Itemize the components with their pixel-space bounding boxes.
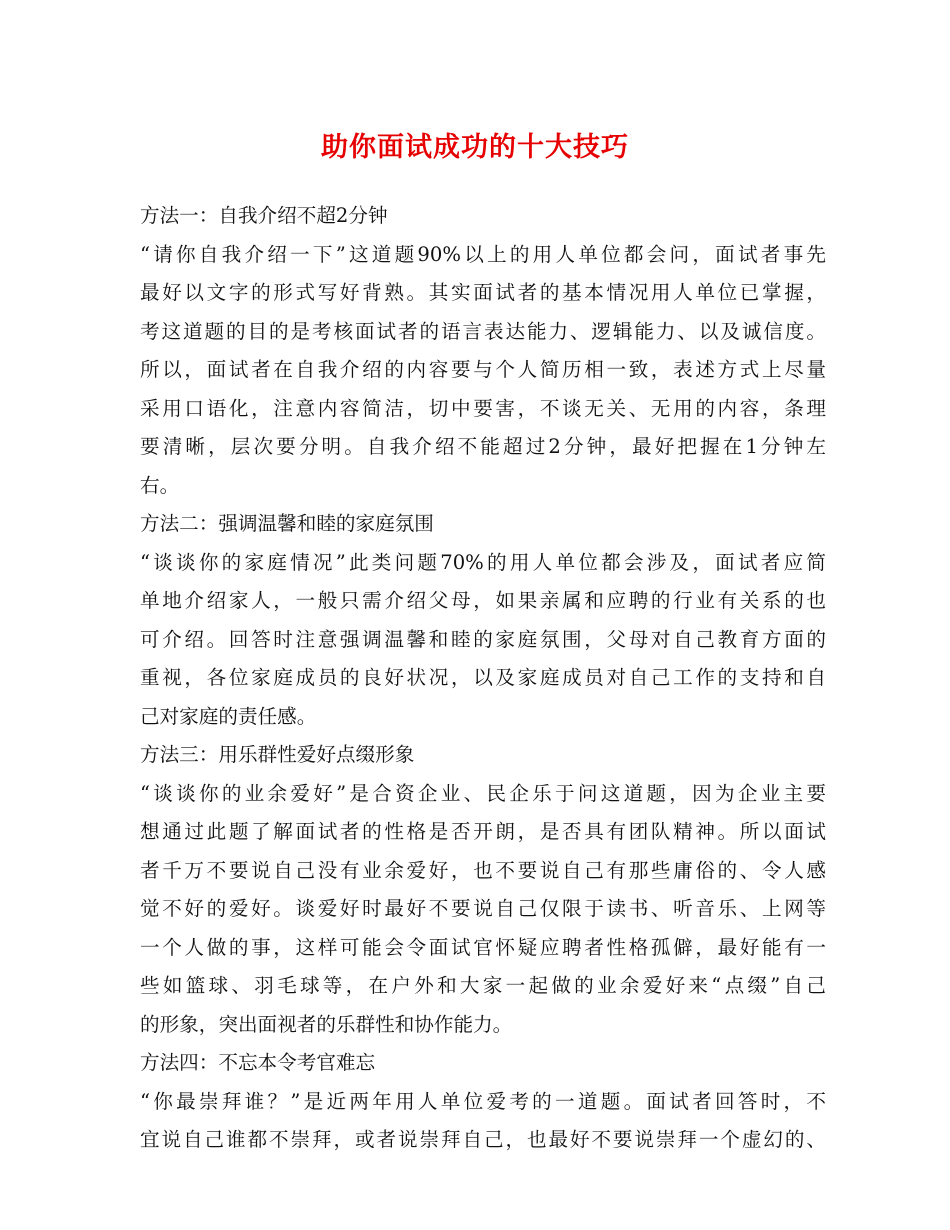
text-line: “你最崇拜谁？”是近两年用人单位爱考的一道题。面试者回答时，不 — [140, 1089, 826, 1113]
text-line: 所以，面试者在自我介绍的内容要与个人简历相一致，表述方式上尽量 — [140, 358, 826, 381]
text-line: 右。 — [140, 473, 180, 497]
text-line: 想通过此题了解面试者的性格是否开朗，是否具有团队精神。所以面试 — [140, 820, 826, 843]
text-line: 些如篮球、羽毛球等，在户外和大家一起做的业余爱好来“点缀”自己 — [140, 974, 826, 997]
text-line: 方法三：用乐群性爱好点缀形象 — [140, 743, 415, 766]
text-line: “谈谈你的家庭情况”此类问题70%的用人单位都会涉及，面试者应简 — [140, 550, 826, 574]
text-line: 觉不好的爱好。谈爱好时最好不要说自己仅限于读书、听音乐、上网等 — [140, 897, 826, 920]
text-line: 最好以文字的形式写好背熟。其实面试者的基本情况用人单位已掌握， — [140, 281, 826, 304]
text-line: 要清晰，层次要分明。自我介绍不能超过2分钟，最好把握在1分钟左 — [140, 435, 826, 458]
text-line: 的形象，突出面视者的乐群性和协作能力。 — [140, 1012, 513, 1036]
text-line: 一个人做的事，这样可能会令面试官怀疑应聘者性格孤僻，最好能有一 — [140, 935, 826, 959]
document-body — [140, 197, 826, 1160]
text-line: 方法四：不忘本令考官难忘 — [140, 1051, 376, 1074]
text-line: “谈谈你的业余爱好”是合资企业、民企乐于问这道题，因为企业主要 — [140, 781, 826, 805]
text-line: 单地介绍家人，一般只需介绍父母，如果亲属和应聘的行业有关系的也 — [140, 589, 826, 612]
text-line: 方法二：强调温馨和睦的家庭氛围 — [140, 512, 434, 535]
text-line: 方法一：自我介绍不超2分钟 — [140, 204, 388, 227]
page-title: 助你面试成功的十大技巧 — [321, 132, 629, 163]
text-line: 采用口语化，注意内容简洁，切中要害，不谈无关、无用的内容，条理 — [140, 396, 826, 420]
text-line: 宜说自己谁都不崇拜，或者说崇拜自己，也最好不要说崇拜一个虚幻的、 — [140, 1128, 826, 1151]
text-line: 者千万不要说自己没有业余爱好，也不要说自己有那些庸俗的、令人感 — [140, 858, 826, 882]
text-line: “请你自我介绍一下”这道题90%以上的用人单位都会问，面试者事先 — [140, 242, 826, 266]
text-line: 可介绍。回答时注意强调温馨和睦的家庭氛围，父母对自己教育方面的 — [140, 627, 826, 651]
text-line: 考这道题的目的是考核面试者的语言表达能力、逻辑能力、以及诚信度。 — [140, 319, 826, 343]
text-line: 己对家庭的责任感。 — [140, 704, 317, 728]
text-line: 重视，各位家庭成员的良好状况，以及家庭成员对自己工作的支持和自 — [140, 666, 826, 689]
